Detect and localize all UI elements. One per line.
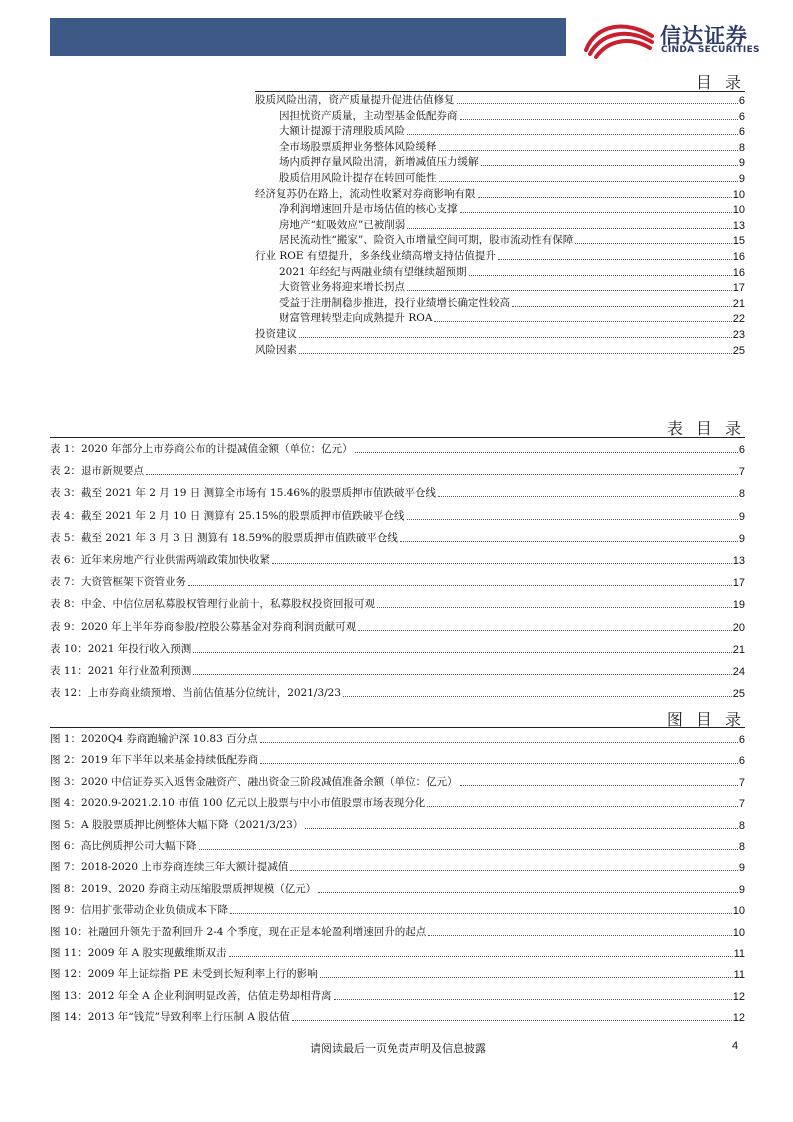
tables-entry-label: 表 2：退市新规要点	[50, 465, 145, 478]
toc-entry[interactable]	[255, 232, 745, 247]
figures-entry-label: 图 3：2020 中信证券买入返售金融资产、融出资金三阶段减值准备余额（单位：亿元）	[50, 775, 458, 788]
tables-entry[interactable]	[50, 660, 745, 678]
figures-entry-page: 11	[733, 948, 745, 960]
figures-entry-page: 10	[732, 905, 745, 918]
toc-entry-label: 风险因素	[255, 343, 297, 356]
tables-entry[interactable]	[50, 460, 745, 478]
figures-entry-page: 9	[738, 862, 745, 875]
dot-leader	[260, 763, 738, 764]
tables-entry-page: 6	[738, 444, 745, 456]
figures-entry-label: 图 2：2019 年下半年以来基金持续低配券商	[50, 754, 259, 767]
dot-leader	[469, 275, 732, 276]
page-number: 4	[732, 1040, 739, 1052]
tables-entry-page: 7	[738, 466, 745, 479]
tables-entry-label: 表 1：2020 年部分上市券商公布的计提减值金额（单位：亿元）	[50, 443, 353, 455]
tables-entry-page: 9	[738, 532, 745, 545]
dot-leader	[299, 337, 732, 338]
toc-entry-page: 16	[732, 251, 745, 263]
toc-entry[interactable]	[255, 108, 745, 123]
figures-entry-label: 图 12：2009 年上证综指 PE 未受到长短利率上行的影响	[50, 968, 318, 981]
figures-entry-page: 9	[738, 883, 745, 896]
figures-entry-label: 图 8：2019、2020 券商主动压缩股票质押规模（亿元）	[50, 882, 317, 895]
dot-leader	[427, 806, 738, 807]
tables-entry-page: 8	[738, 488, 745, 501]
dot-leader	[407, 290, 732, 291]
toc-entry[interactable]	[255, 123, 745, 138]
tables-entry-label: 表 11：2021 年行业盈利预测	[50, 665, 192, 677]
toc-entry[interactable]	[255, 154, 745, 169]
figures-entry-page: 6	[738, 755, 745, 768]
dot-leader	[199, 849, 738, 850]
dot-leader	[229, 956, 733, 957]
tables-entry-label: 表 4：截至 2021 年 2 月 10 日 测算有 25.15%的股票质押市值跌破平仓线	[50, 509, 405, 522]
figures-entry[interactable]	[50, 814, 745, 832]
toc-entry-page: 16	[732, 266, 745, 279]
dot-leader	[478, 197, 732, 198]
toc-entry[interactable]	[255, 186, 745, 201]
figures-entry-label: 图 6：高比例质押公司大幅下降	[50, 840, 197, 852]
toc-entry-label: 股质信用风险计提存在转回可能性	[279, 172, 437, 184]
dot-leader	[193, 674, 731, 675]
tables-entry[interactable]	[50, 571, 745, 589]
tables-entry[interactable]	[50, 549, 745, 567]
toc-entry-label: 净利润增速回升是市场估值的核心支撑	[279, 203, 458, 216]
dot-leader	[407, 228, 732, 229]
toc-entry-page: 15	[732, 235, 745, 248]
dot-leader	[318, 892, 738, 893]
tables-entry-label: 表 9：2020 年上半年券商参股/控股公募基金对券商利润贡献可观	[50, 620, 357, 633]
dot-leader	[512, 306, 732, 307]
toc-entry[interactable]	[255, 139, 745, 154]
tables-entry-label: 表 8：中金、中信位居私募股权管理行业前十，私募股权投资回报可观	[50, 598, 376, 611]
toc-entry-label: 因担忧资产质量，主动型基金低配券商	[279, 109, 458, 122]
toc-title: 目 录	[695, 73, 745, 92]
dot-leader	[146, 474, 738, 475]
toc-entry[interactable]	[255, 170, 745, 185]
figures-entry-page: 11	[733, 969, 745, 982]
tables-entry[interactable]	[50, 505, 745, 523]
toc-entry-page: 8	[738, 141, 745, 154]
figures-entry[interactable]	[50, 921, 745, 939]
toc-entry-page: 23	[732, 329, 745, 341]
figures-entry-page: 7	[738, 798, 745, 811]
figures-title: 图 目 录	[666, 710, 745, 729]
dot-leader	[188, 585, 732, 586]
tables-entry-label: 表 5：截至 2021 年 3 月 3 日 测算有 18.59%的股票质押市值跌破平仓线	[50, 531, 398, 544]
tables-entry[interactable]	[50, 682, 745, 700]
toc-entry[interactable]	[255, 342, 745, 357]
tables-entry[interactable]	[50, 616, 745, 634]
disclaimer-text: 请阅读最后一页免责声明及信息披露	[310, 1042, 486, 1055]
dot-leader	[434, 321, 731, 322]
dot-leader	[292, 1020, 732, 1021]
figures-entry-label: 图 9：信用扩张带动企业负债成本下降	[50, 904, 229, 917]
figures-entry[interactable]	[50, 985, 745, 1003]
tables-entry-page: 20	[732, 621, 745, 634]
dot-leader	[439, 150, 738, 151]
toc-entry-page: 10	[732, 204, 745, 217]
tables-entry[interactable]	[50, 638, 745, 656]
figures-entry-label: 图 4：2020.9-2021.2.10 市值 100 亿元以上股票与中小市值股票市场表现分化	[50, 797, 426, 810]
dot-leader	[407, 134, 738, 135]
header-band	[50, 18, 566, 56]
toc-entry-page: 21	[732, 297, 745, 310]
tables-entry[interactable]	[50, 438, 745, 456]
dot-leader	[260, 742, 738, 743]
logo-text-cn: 信达证券	[660, 24, 748, 48]
figures-entry-page: 10	[732, 926, 745, 939]
tables-entry-page: 25	[732, 688, 745, 701]
toc-entry[interactable]	[255, 279, 745, 294]
dot-leader	[498, 259, 732, 260]
figures-entry[interactable]	[50, 749, 745, 767]
tables-title: 表 目 录	[666, 419, 745, 438]
toc-entry-page: 6	[738, 110, 745, 123]
figures-entry-label: 图 5：A 股股票质押比例整体大幅下降（2021/3/23）	[50, 818, 304, 831]
dot-leader	[481, 165, 738, 166]
toc-entry[interactable]	[255, 264, 745, 279]
tables-entry-page: 9	[738, 510, 745, 523]
dot-leader	[305, 828, 738, 829]
toc-entry-page: 25	[732, 344, 745, 357]
toc-entry-label: 股质风险出清，资产质量提升促进估值修复	[255, 94, 455, 106]
dot-leader	[575, 243, 732, 244]
toc-entry-label: 大资管业务将迎来增长拐点	[279, 281, 405, 294]
toc-entry[interactable]	[255, 326, 745, 341]
dot-leader	[377, 607, 732, 608]
figures-entry-label: 图 11：2009 年 A 股实现戴维斯双击	[50, 947, 227, 959]
toc-entry[interactable]	[255, 92, 745, 107]
dot-leader	[290, 870, 738, 871]
figures-entry-page: 8	[738, 841, 745, 853]
figures-entry[interactable]	[50, 728, 745, 746]
figures-entry[interactable]	[50, 878, 745, 896]
toc-entry[interactable]	[255, 217, 745, 232]
toc-entry-label: 场内质押存量风险出清，新增减值压力缓解	[279, 156, 479, 169]
toc-entry[interactable]	[255, 248, 745, 263]
tables-entry-page: 21	[732, 643, 745, 656]
dot-leader	[439, 181, 738, 182]
toc-entry-page: 22	[732, 313, 745, 326]
tables-entry-label: 表 7：大资管框架下资管业务	[50, 576, 187, 589]
figures-entry-page: 8	[738, 819, 745, 832]
toc-entry-label: 受益于注册制稳步推进，投行业绩增长确定性较高	[279, 296, 510, 309]
figures-entry[interactable]	[50, 771, 745, 789]
tables-entry-label: 表 12：上市券商业绩预增、当前估值基分位统计，2021/3/23	[50, 687, 342, 700]
toc-entry[interactable]	[255, 295, 745, 310]
toc-entry[interactable]	[255, 310, 745, 325]
tables-entry-page: 17	[732, 577, 745, 590]
dot-leader	[460, 785, 738, 786]
toc-entry-page: 10	[732, 188, 745, 201]
tables-entry-label: 表 10：2021 年投行收入预测	[50, 642, 192, 655]
toc-entry-label: 投资建议	[255, 328, 297, 340]
figures-entry[interactable]	[50, 1006, 745, 1024]
toc-entry-label: 居民流动性“搬家”、险资入市增量空间可期，股市流动性有保障	[279, 234, 574, 247]
dot-leader	[457, 103, 738, 104]
toc-entry-page: 13	[732, 219, 745, 232]
dot-leader	[320, 977, 733, 978]
dot-leader	[428, 935, 731, 936]
tables-entry[interactable]	[50, 593, 745, 611]
toc-entry-page: 9	[738, 157, 745, 170]
figures-entry[interactable]	[50, 792, 745, 810]
toc-entry-label: 房地产“虹吸效应”已被削弱	[279, 218, 406, 231]
toc-entry-page: 6	[738, 126, 745, 139]
tables-entry-page: 13	[732, 555, 745, 567]
logo-text-en: CINDA SECURITIES	[661, 45, 760, 55]
dot-leader	[343, 696, 732, 697]
dot-leader	[358, 630, 732, 631]
tables-entry-label: 表 3：截至 2021 年 2 月 19 日 测算全市场有 15.46%的股票质押市值跌破平仓线	[50, 487, 437, 500]
toc-entry[interactable]	[255, 201, 745, 216]
dot-leader	[355, 452, 738, 453]
figures-entry-label: 图 1：2020Q4 券商跑输沪深 10.83 百分点	[50, 733, 258, 745]
dot-leader	[407, 519, 738, 520]
dot-leader	[460, 119, 738, 120]
toc-entry-page: 6	[738, 95, 745, 107]
toc-entry-label: 全市场股票质押业务整体风险缓释	[279, 140, 437, 153]
dot-leader	[272, 563, 732, 564]
figures-entry-page: 12	[732, 1012, 745, 1025]
toc-entry-label: 大额计提源于清理股质风险	[279, 125, 405, 138]
dot-leader	[334, 999, 732, 1000]
toc-entry-label: 经济复苏仍在路上，流动性收紧对券商影响有限	[255, 187, 476, 200]
tables-entry[interactable]	[50, 527, 745, 545]
figures-entry-label: 图 14：2013 年“钱荒”导致利率上行压制 A 股估值	[50, 1011, 290, 1024]
figures-entry-label: 图 10：社融回升领先于盈利回升 2-4 个季度，现在正是本轮盈利增速回升的起点	[50, 925, 427, 938]
figures-entry-label: 图 7：2018-2020 上市券商连续三年大额计提减值	[50, 861, 289, 874]
figures-entry[interactable]	[50, 899, 745, 917]
toc-entry-label: 财富管理转型走向成熟提升 ROA	[279, 312, 433, 325]
tables-entry[interactable]	[50, 482, 745, 500]
tables-entry-label: 表 6：近年来房地产行业供需两端政策加快收紧	[50, 554, 271, 566]
figures-entry[interactable]	[50, 856, 745, 874]
figures-entry-page: 7	[738, 776, 745, 789]
dot-leader	[230, 913, 732, 914]
figures-entry-page: 12	[732, 990, 745, 1003]
dot-leader	[400, 541, 738, 542]
dot-leader	[460, 212, 732, 213]
figures-entry-page: 6	[738, 734, 745, 746]
tables-entry-page: 24	[732, 666, 745, 678]
toc-entry-page: 17	[732, 282, 745, 295]
toc-entry-label: 2021 年经纪与两融业绩有望继续超预期	[279, 265, 467, 278]
dot-leader	[438, 496, 738, 497]
toc-entry-page: 9	[738, 173, 745, 185]
figures-entry[interactable]	[50, 942, 745, 960]
dot-leader	[193, 652, 731, 653]
figures-entry-label: 图 13：2012 年全 A 企业利润明显改善，估值走势却相背离	[50, 989, 332, 1002]
figures-entry[interactable]	[50, 963, 745, 981]
figures-entry[interactable]	[50, 835, 745, 853]
toc-entry-label: 行业 ROE 有望提升，多条线业绩高增支持估值提升	[255, 250, 496, 262]
tables-entry-page: 19	[732, 599, 745, 612]
dot-leader	[299, 353, 732, 354]
